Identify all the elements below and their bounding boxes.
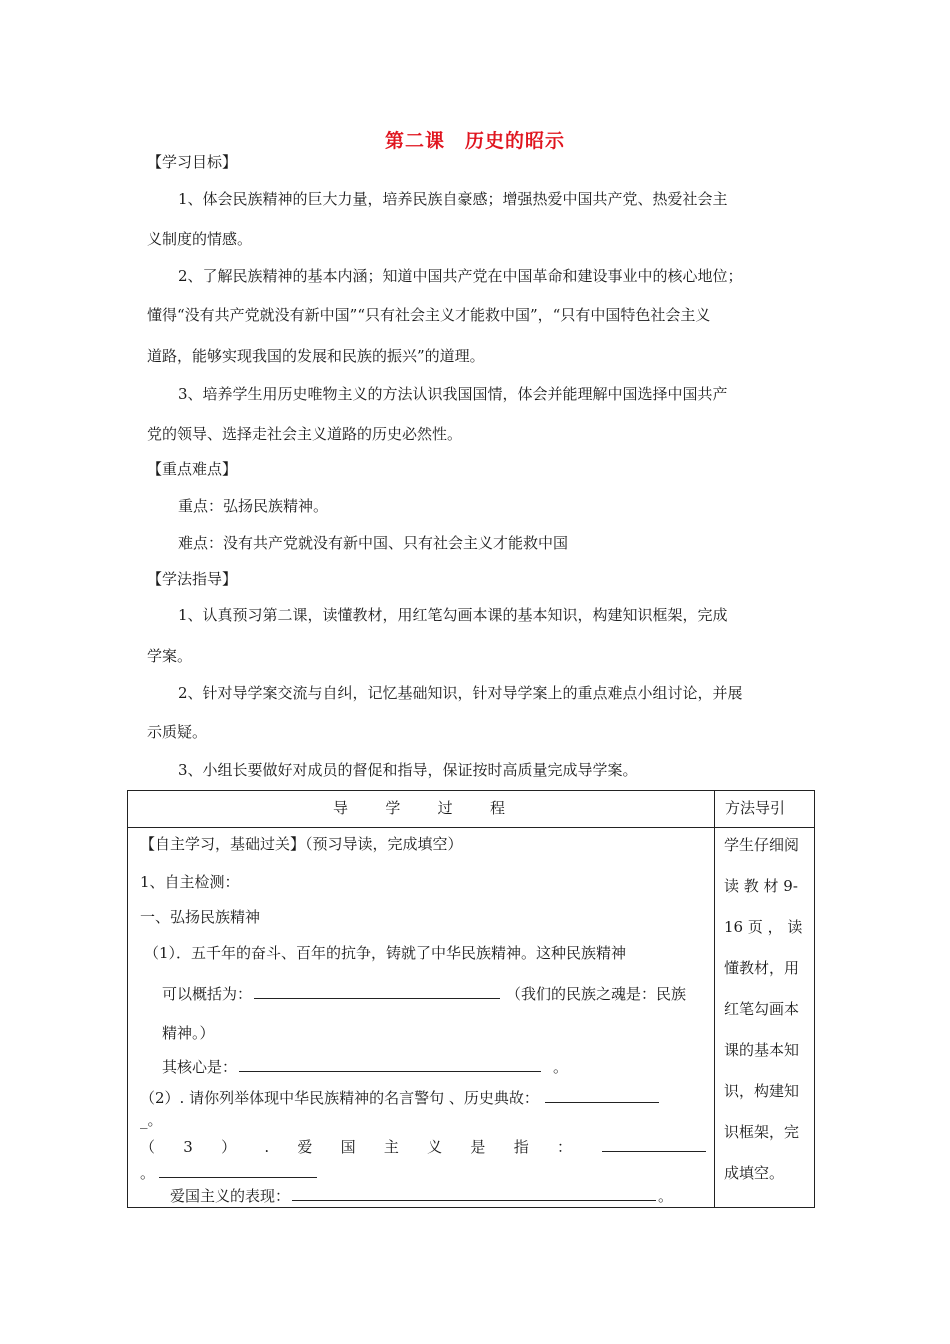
question-3-expression: 爱国主义的表现： 。 — [170, 1187, 674, 1205]
answer-blank-quotes[interactable] — [545, 1088, 659, 1103]
objective-2-line3: 道路，能够实现我国的发展和民族的振兴”的道理。 — [147, 347, 485, 365]
method-1-line1: 1、认真预习第二课，读懂教材，用红笔勾画本课的基本知识，构建知识框架，完成 — [178, 606, 728, 624]
method-heading: 【学法指导】 — [147, 570, 238, 588]
method-2-line2: 示质疑。 — [147, 723, 208, 741]
objectives-heading: 【学习目标】 — [147, 153, 238, 171]
method-1-line2: 学案。 — [147, 647, 193, 665]
study-process-table — [127, 790, 815, 1208]
objective-3-line2: 党的领导、选择走社会主义道路的历史必然性。 — [147, 425, 463, 443]
question-1-line1: （1）．五千年的奋斗、百年的抗争，铸就了中华民族精神。这种民族精神 — [144, 944, 627, 962]
question-2-end: _。 — [140, 1111, 163, 1129]
objective-2-line1: 2、了解民族精神的基本内涵；知道中国共产党在中国革命和建设事业中的核心地位； — [178, 267, 743, 285]
method-guide-column: 学生仔细阅 读 教 材 9- 16 页 ， 读 懂教材，用 红笔勾画本 课的基本知 识，构建知 识框架，完 成填空。 — [724, 836, 803, 1182]
answer-blank-core[interactable] — [239, 1057, 541, 1072]
section-self-study: 【自主学习，基础过关】（预习导读，完成填空） — [140, 835, 463, 853]
answer-blank-patriotism[interactable] — [602, 1137, 706, 1152]
objective-2-line2: 懂得“没有共产党就没有新中国”“只有社会主义才能救中国”，“只有中国特色社会主义 — [147, 306, 711, 324]
method-2-line1: 2、针对导学案交流与自纠，记忆基础知识，针对导学案上的重点难点小组讨论，并展 — [178, 684, 743, 702]
question-1-line2: 可以概括为： （我们的民族之魂是：民族 — [162, 985, 687, 1003]
objective-1-line1: 1、体会民族精神的巨大力量，培养民族自豪感；增强热爱中国共产党、热爱社会主 — [178, 190, 728, 208]
answer-blank-expression[interactable] — [292, 1186, 656, 1201]
page-title: 第二课 历史的昭示 — [384, 130, 565, 152]
answer-blank-spirit[interactable] — [254, 984, 500, 999]
objective-1-line2: 义制度的情感。 — [147, 230, 253, 248]
question-3-text: （ 3 ） . 爱 国 主 义 是 指 ： — [140, 1138, 572, 1156]
table-header-process: 导 学 过 程 — [333, 799, 505, 817]
answer-blank-patriotism-cont[interactable] — [159, 1163, 317, 1178]
table-header-method: 方法导引 — [725, 799, 786, 817]
question-3 — [140, 1137, 705, 1157]
key-points-heading: 【重点难点】 — [147, 460, 238, 478]
method-3: 3、小组长要做好对成员的督促和指导，保证按时高质量完成导学案。 — [178, 761, 638, 779]
key-point-difficulty: 难点：没有共产党就没有新中国、只有社会主义才能救中国 — [178, 534, 569, 552]
objective-3-line1: 3、培养学生用历史唯物主义的方法认识我国国情，体会并能理解中国选择中国共产 — [178, 385, 728, 403]
key-point-focus: 重点：弘扬民族精神。 — [178, 497, 329, 515]
question-3-end: 。 — [140, 1163, 317, 1183]
self-check-label: 1、自主检测： — [140, 873, 240, 891]
table-header-divider — [128, 827, 814, 828]
table-column-divider — [714, 791, 715, 1207]
question-2: （2）. 请你列举体现中华民族精神的名言警句 、历史典故： — [140, 1088, 659, 1108]
question-1-line3: 精神。） — [162, 1024, 215, 1042]
question-1-core: 其核心是： 。 — [162, 1058, 569, 1076]
part1-heading: 一、弘扬民族精神 — [140, 908, 261, 926]
